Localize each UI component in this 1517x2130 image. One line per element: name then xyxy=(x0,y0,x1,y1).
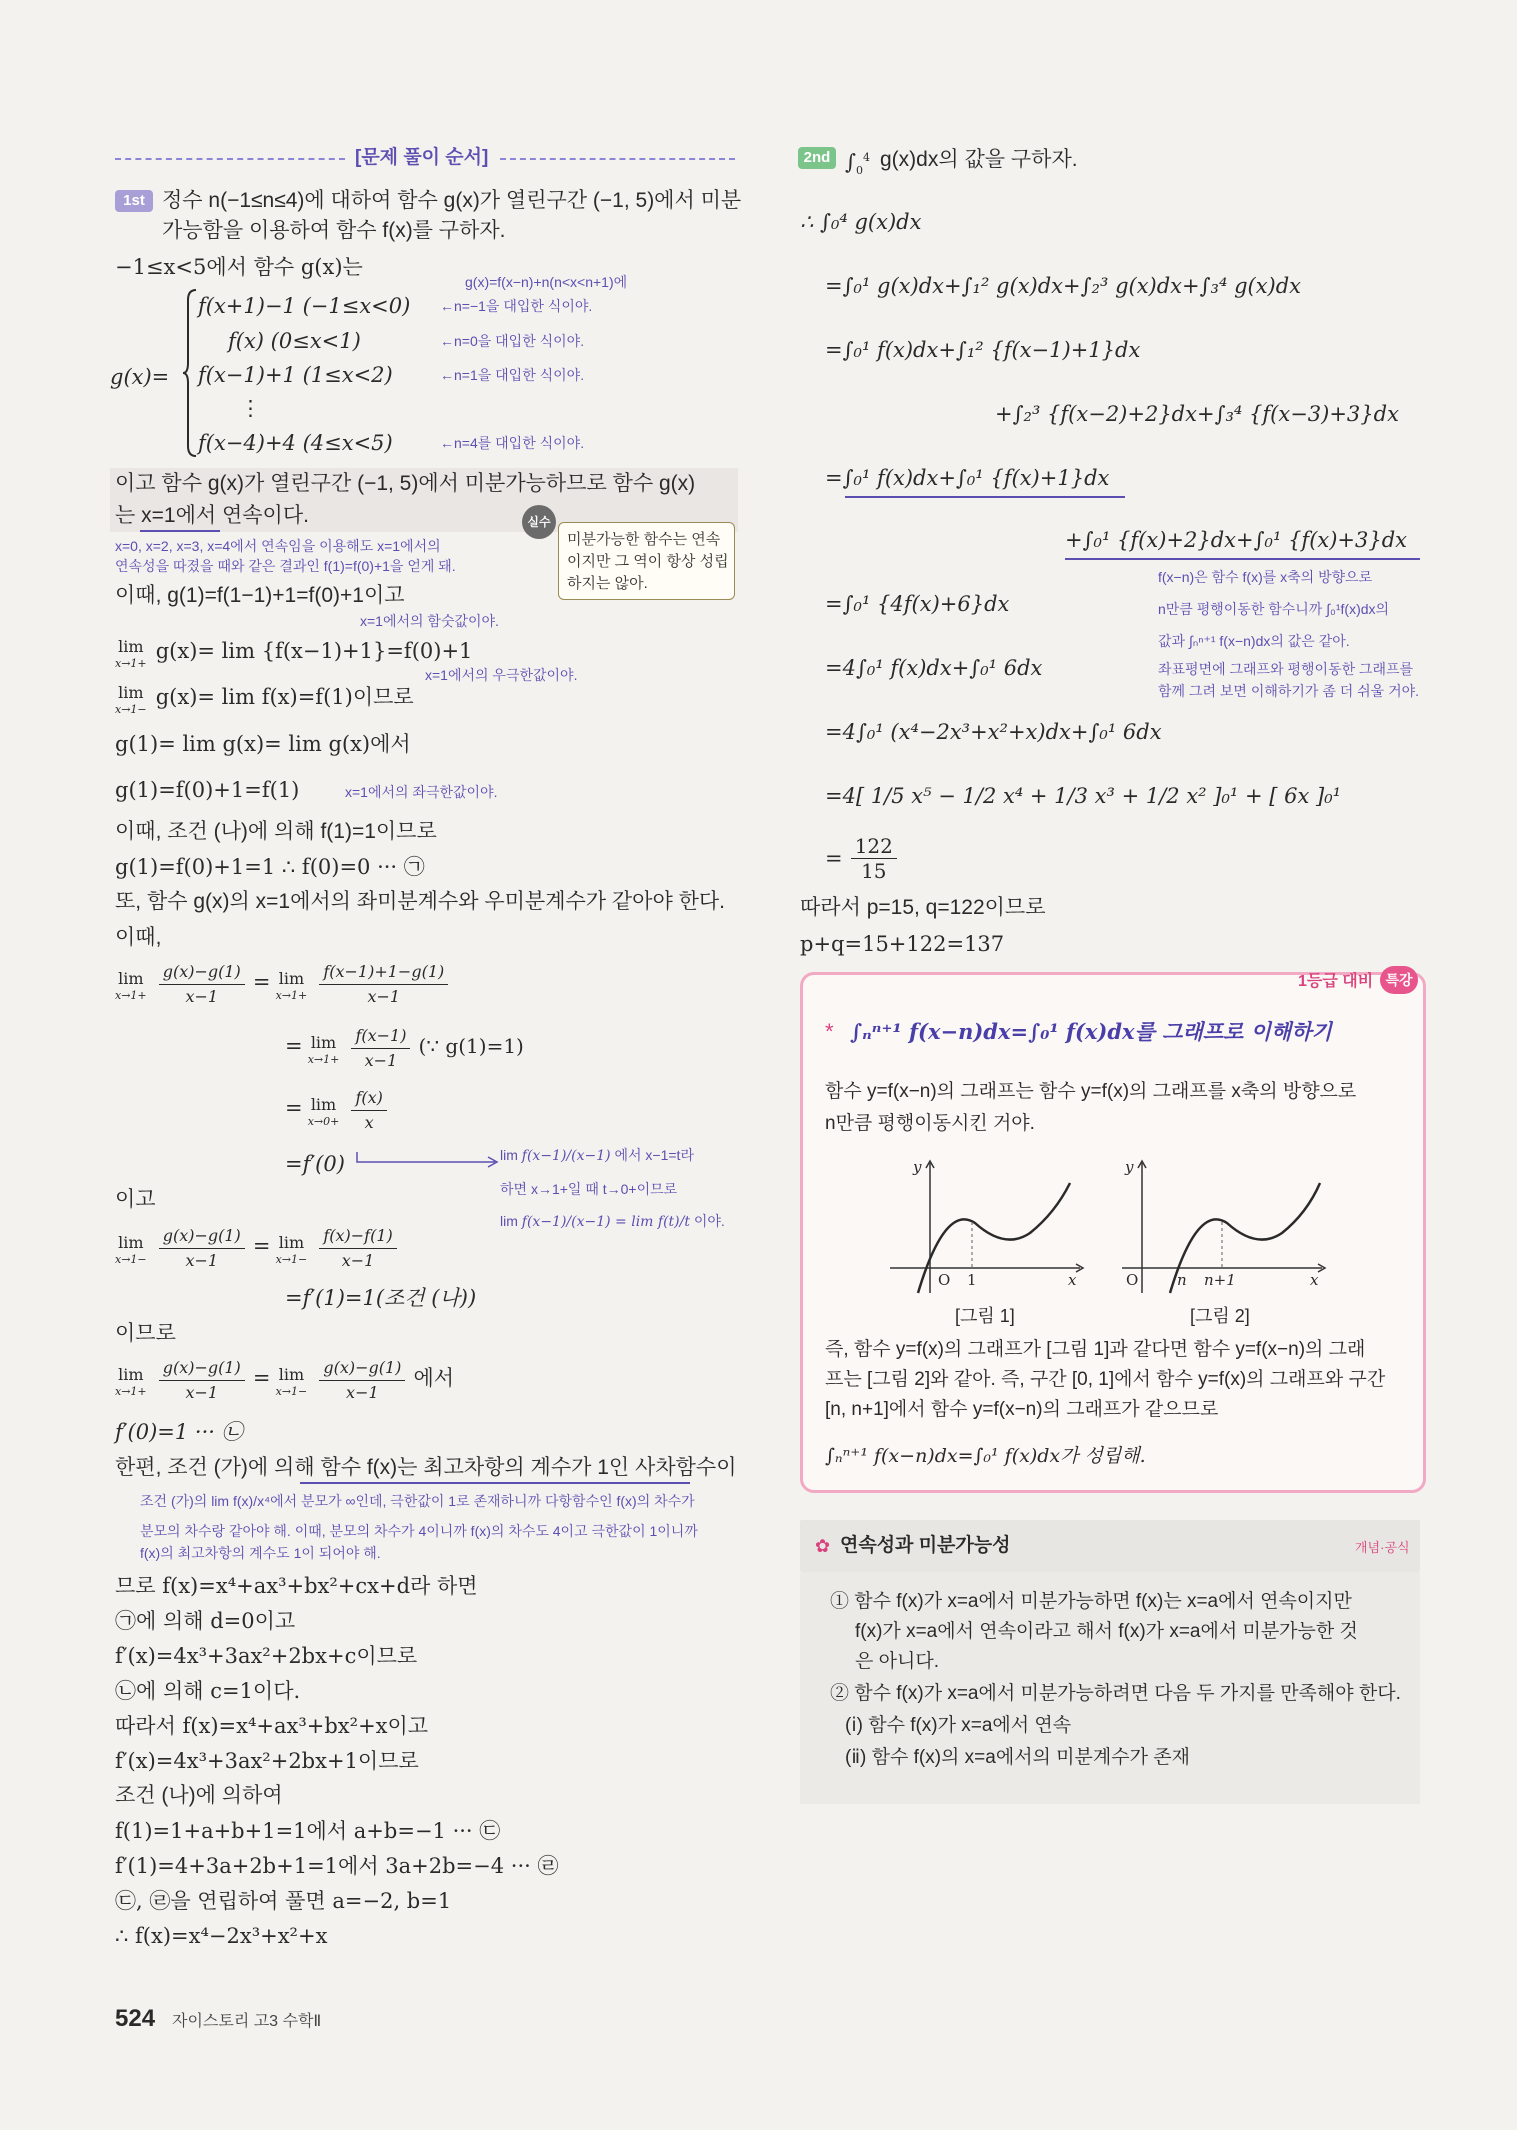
concept-c3: 은 아니다. xyxy=(855,1651,939,1672)
lim-plus-expr: g(x)= lim {f(x−1)+1}=f(0)+1 xyxy=(155,638,473,663)
line-f0: g(1)=f(0)+1=1 ∴ f(0)=0 ··· ㉠ xyxy=(115,855,425,879)
book-title: 자이스토리 고3 수학Ⅱ xyxy=(172,2013,322,2030)
line-imeuro: 이므로 xyxy=(115,1322,176,1345)
note-cont-2: 연속성을 따졌을 때와 같은 결과인 f(1)=f(0)+1을 얻게 돼. xyxy=(115,558,456,574)
rhs3-num: f(x) xyxy=(351,1086,386,1111)
concept-title: 연속성과 미분가능성 xyxy=(840,1535,1011,1556)
line-also: 또, 함수 g(x)의 x=1에서의 좌미분계수와 우미분계수가 같아야 한다. xyxy=(115,890,725,913)
r-line-13: p+q=15+122=137 xyxy=(800,932,1005,956)
underline-r6 xyxy=(1065,558,1420,560)
mistake-badge: 실수 xyxy=(522,505,556,539)
figure-1-caption: [그림 1] xyxy=(955,1306,1015,1326)
special-badge-circle: 특강 xyxy=(1380,966,1418,994)
note-left-limit: x=1에서의 좌극한값이야. xyxy=(345,784,498,800)
line-igo: 이고 xyxy=(115,1188,156,1211)
line-cond2: 조건 (나)에 의하여 xyxy=(115,1784,283,1807)
special-title: ∫ₙⁿ⁺¹ f(x−n)dx=∫₀¹ f(x)dx를 그래프로 이해하기 xyxy=(850,1019,1332,1044)
special-p2: n만큼 평행이동시킨 거야. xyxy=(825,1113,1035,1134)
result-den: 15 xyxy=(861,859,887,883)
line-then: 이때, xyxy=(115,926,162,949)
mistake-text-2: 이지만 그 역이 항상 성립 xyxy=(567,553,729,570)
step2-int: $\int_0^4$ xyxy=(845,150,870,178)
fig2-tick-n1: n+1 xyxy=(1204,1271,1236,1289)
equate-row: lim x→1+ $\frac{g(x)-g(1)}{x-1}$ = lim x→1− $\frac{g(x)-g(1)}{x-1}$ 에서 xyxy=(115,1358,455,1402)
fig1-x-label: x xyxy=(1068,1271,1077,1289)
line-g1-chain: g(1)=f(0)+1=f(1) xyxy=(115,778,300,802)
special-q4: ∫ₙⁿ⁺¹ f(x−n)dx=∫₀¹ f(x)dx가 성립해. xyxy=(825,1445,1146,1467)
step1-line1: 정수 n(−1≤n≤4)에 대하여 함수 g(x)가 열린구간 (−1, 5)에서 미분 xyxy=(162,189,742,212)
cont-line1: 이고 함수 g(x)가 열린구간 (−1, 5)에서 미분가능하므로 함수 g(x) xyxy=(115,472,696,495)
line-fp0: =f′(0) xyxy=(285,1152,345,1176)
piece-5-note: ←n=4를 대입한 식이야. xyxy=(440,435,585,451)
r-line-1: ∴ ∫₀⁴ g(x)dx xyxy=(800,210,922,234)
page-number: 524 xyxy=(115,2005,156,2032)
result-num: 122 xyxy=(851,834,897,859)
line-eq3: f(1)=1+a+b+1=1에서 a+b=−1 ··· ㉢ xyxy=(115,1819,501,1843)
line-fp: f′(x)=4x³+3ax²+2bx+c이므로 xyxy=(115,1644,418,1668)
dashed-rule-left xyxy=(115,158,345,160)
special-q1: 즉, 함수 y=f(x)의 그래프가 [그림 1]과 같다면 함수 y=f(x−n)의 그래 xyxy=(825,1339,1366,1360)
note-sub-row-1: lim f(x−1)/(x−1) 에서 x−1=t라 xyxy=(500,1147,694,1164)
line-final: ∴ f(x)=x⁴−2x³+x²+x xyxy=(115,1924,328,1948)
solution-order-title: [문제 풀이 순서] xyxy=(355,147,489,168)
lim-minus-row: lim x→1− g(x)= lim f(x)=f(1)이므로 xyxy=(115,683,414,716)
piece-3: f(x−1)+1 (1≤x<2) xyxy=(198,363,393,387)
deriv-right-row-2: = lim x→1+ $\frac{f(x-1)}{x-1}$ (∵ g(1)=1) xyxy=(285,1026,524,1070)
r-line-8: =4∫₀¹ f(x)dx+∫₀¹ 6dx xyxy=(825,656,1043,680)
piecewise-label: g(x)= xyxy=(110,365,170,389)
piece-2-note: ←n=0을 대입한 식이야. xyxy=(440,333,585,349)
r-line-4: +∫₂³ {f(x−2)+2}dx+∫₃⁴ {f(x−3)+3}dx xyxy=(995,402,1399,426)
side-note-2: n만큼 평행이동한 함수니까 ∫₀¹f(x)dx의 xyxy=(1158,601,1390,617)
r-line-3: =∫₀¹ f(x)dx+∫₁² {f(x−1)+1}dx xyxy=(825,338,1141,362)
concept-c2: f(x)가 x=a에서 연속이라고 해서 f(x)가 x=a에서 미분가능한 것 xyxy=(855,1621,1358,1642)
special-q3: [n, n+1]에서 함수 y=f(x−n)의 그래프가 같으므로 xyxy=(825,1399,1219,1420)
lhs-num-4: g(x)−g(1) xyxy=(319,1356,405,1381)
fig2-tick-n: n xyxy=(1177,1271,1187,1289)
piece-dots: ⋮ xyxy=(240,396,261,420)
deriv-right-row: lim x→1+ $\frac{g(x)-g(1)}{x-1}$ = lim x→1+ $\frac{f(x-1)+1-g(1)}{x-1}$ xyxy=(115,960,451,1009)
underline-r5 xyxy=(845,496,1125,498)
lhs-num-2: g(x)−g(1) xyxy=(159,1224,245,1249)
r-line-12: 따라서 p=15, q=122이므로 xyxy=(800,896,1046,919)
step-2nd-tag: 2nd xyxy=(798,147,836,169)
line-g1-eq: g(1)= lim g(x)= lim g(x)에서 xyxy=(115,732,411,756)
line-fp2: f′(x)=4x³+3ax²+2bx+1이므로 xyxy=(115,1749,419,1773)
lim-minus-expr: g(x)= lim f(x)=f(1)이므로 xyxy=(155,684,414,709)
piece-2: f(x) (0≤x<1) xyxy=(228,329,361,353)
rhs4-num: f(x)−f(1) xyxy=(319,1224,396,1249)
note-deg-1: 조건 (가)의 lim f(x)/x⁴에서 분모가 ∞인데, 극한값이 1로 존재하니까 다항함수인 f(x)의 차수가 xyxy=(140,1493,695,1509)
line-fp0-eq: f′(0)=1 ··· ㉡ xyxy=(115,1420,243,1444)
lhs-num-3: g(x)−g(1) xyxy=(159,1356,245,1381)
piece-1-note: ←n=−1을 대입한 식이야. xyxy=(440,298,593,314)
piece-5: f(x−4)+4 (4≤x<5) xyxy=(198,431,393,455)
eseo-text: 에서 xyxy=(413,1367,455,1390)
r-line-9: =4∫₀¹ (x⁴−2x³+x²+x)dx+∫₀¹ 6dx xyxy=(825,720,1162,744)
fig1-y-label: y xyxy=(913,1158,922,1176)
step2-text: g(x)dx의 값을 구하자. xyxy=(880,148,1078,171)
piece-1: f(x+1)−1 (−1≤x<0) xyxy=(198,294,411,318)
intro-line: −1≤x<5에서 함수 g(x)는 xyxy=(115,255,363,279)
fig1-origin: O xyxy=(938,1271,951,1289)
r-line-11: = $\frac{122}{15}$ xyxy=(825,834,900,883)
line-d: ㉠에 의해 d=0이고 xyxy=(115,1609,296,1633)
note-func-value: x=1에서의 함숫값이야. xyxy=(360,613,499,629)
mistake-text-3: 하지는 않아. xyxy=(567,575,648,592)
note-substitute: g(x)=f(x−n)+n(n<x<n+1)에 xyxy=(465,274,628,290)
side-note-1: f(x−n)은 함수 f(x)를 x축의 방향으로 xyxy=(1158,569,1373,585)
special-p1: 함수 y=f(x−n)의 그래프는 함수 y=f(x)의 그래프를 x축의 방향으로 xyxy=(825,1081,1357,1102)
note-sub-text-1: 에서 x−1=t라 xyxy=(614,1147,694,1163)
step-1st-tag: 1st xyxy=(115,190,153,212)
figure-1-graph xyxy=(880,1158,1090,1298)
fig2-origin: O xyxy=(1126,1271,1139,1289)
note-cont-1: x=0, x=2, x=3, x=4에서 연속임을 이용해도 x=1에서의 xyxy=(115,538,441,554)
cont-line2: 는 x=1에서 연속이다. xyxy=(115,504,309,527)
lim-plus-row: lim x→1+ g(x)= lim {f(x−1)+1}=f(0)+1 xyxy=(115,637,473,670)
underline-quartic xyxy=(300,1482,690,1484)
line-cond: 이때, 조건 (나)에 의해 f(1)=1이므로 xyxy=(115,820,437,843)
concept-c4: ② 함수 f(x)가 x=a에서 미분가능하려면 다음 두 가지를 만족해야 한다. xyxy=(830,1683,1401,1704)
fig1-tick-1: 1 xyxy=(967,1271,977,1289)
note-sub-text-3: 이야. xyxy=(693,1213,725,1229)
asterisk-icon: * xyxy=(825,1019,834,1044)
side-note-4: 좌표평면에 그래프와 평행이동한 그래프를 xyxy=(1158,661,1414,677)
note-deg-3: f(x)의 최고차항의 계수도 1이 되어야 해. xyxy=(140,1545,381,1561)
line-c: ㉡에 의해 c=1이다. xyxy=(115,1679,301,1703)
because-g1: (∵ g(1)=1) xyxy=(418,1034,524,1058)
line-g1: 이때, g(1)=f(1−1)+1=f(0)+1이고 xyxy=(115,584,405,607)
r-line-5: =∫₀¹ f(x)dx+∫₀¹ {f(x)+1}dx xyxy=(825,466,1110,490)
side-note-5: 함께 그려 보면 이해하기가 좀 더 쉬울 거야. xyxy=(1158,683,1420,699)
special-badge: 1등급 대비 xyxy=(1298,973,1374,990)
concept-c1: ① 함수 f(x)가 x=a에서 미분가능하면 f(x)는 x=a에서 연속이지만 xyxy=(830,1591,1352,1612)
note-deg-2: 분모의 차수랑 같아야 해. 이때, 분모의 차수가 4이니까 f(x)의 차수도 4이고 극한값이 1이니까 xyxy=(140,1523,698,1539)
r-line-6: +∫₀¹ {f(x)+2}dx+∫₀¹ {f(x)+3}dx xyxy=(1065,528,1408,552)
note-right-limit: x=1에서의 우극한값이야. xyxy=(425,667,578,683)
line-let: 므로 f(x)=x⁴+ax³+bx²+cx+d라 하면 xyxy=(115,1574,478,1598)
r-line-2: =∫₀¹ g(x)dx+∫₁² g(x)dx+∫₂³ g(x)dx+∫₃⁴ g(x)dx xyxy=(825,274,1302,298)
concept-c5: (ⅰ) 함수 f(x)가 x=a에서 연속 xyxy=(845,1715,1072,1736)
deriv-left-row: lim x→1− $\frac{g(x)-g(1)}{x-1}$ = lim x→1− $\frac{f(x)-f(1)}{x-1}$ xyxy=(115,1224,400,1273)
rhs1-num: f(x−1)+1−g(1) xyxy=(319,960,448,985)
line-fp1: =f′(1)=1(조건 (나)) xyxy=(285,1286,477,1310)
concept-tag: 개념·공식 xyxy=(1355,1540,1410,1555)
lhs-num-1: g(x)−g(1) xyxy=(159,960,245,985)
line-meanwhile: 한편, 조건 (가)에 의해 함수 f(x)는 최고차항의 계수가 1인 사차함수이 xyxy=(115,1456,737,1479)
mistake-text-1: 미분가능한 함수는 연속 xyxy=(567,531,721,548)
mistake-box xyxy=(558,522,735,600)
underline-x1 xyxy=(140,530,220,532)
fig2-x-label: x xyxy=(1310,1271,1319,1289)
note-sub-row-3: lim f(x−1)/(x−1) = lim f(t)/t 이야. xyxy=(500,1213,725,1230)
line-so: 따라서 f(x)=x⁴+ax³+bx²+x이고 xyxy=(115,1714,429,1738)
arrow-connector xyxy=(355,1150,500,1170)
deriv-right-row-3: = lim x→0+ $\frac{f(x)}{x}$ xyxy=(285,1086,390,1135)
line-eq4: f′(1)=4+3a+2b+1=1에서 3a+2b=−4 ··· ㉣ xyxy=(115,1854,559,1878)
dashed-rule-right xyxy=(500,158,735,160)
concept-c6: (ⅱ) 함수 f(x)의 x=a에서의 미분계수가 존재 xyxy=(845,1747,1190,1768)
step1-line2: 가능함을 이용하여 함수 f(x)를 구하자. xyxy=(162,219,506,242)
figure-2-caption: [그림 2] xyxy=(1190,1306,1250,1326)
note-sub-text-2: 하면 x→1+일 때 t→0+이므로 xyxy=(500,1181,678,1197)
piece-3-note: ←n=1을 대입한 식이야. xyxy=(440,367,585,383)
side-note-3: 값과 ∫ₙⁿ⁺¹ f(x−n)dx의 값은 같아. xyxy=(1158,633,1350,649)
r-line-7: =∫₀¹ {4f(x)+6}dx xyxy=(825,592,1010,616)
line-solve: ㉢, ㉣을 연립하여 풀면 a=−2, b=1 xyxy=(115,1889,452,1913)
flower-icon: ✿ xyxy=(815,1536,831,1556)
special-q2: 프는 [그림 2]와 같아. 즉, 구간 [0, 1]에서 함수 y=f(x)의 그래프와 구간 xyxy=(825,1369,1386,1390)
rhs2-num: f(x−1) xyxy=(351,1024,410,1049)
fig2-y-label: y xyxy=(1125,1158,1134,1176)
r-line-10: =4[ 1/5 x⁵ − 1/2 x⁴ + 1/3 x³ + 1/2 x² ]₀¹ + [ 6x ]₀¹ xyxy=(825,784,1342,808)
figure-2-graph xyxy=(1112,1158,1332,1298)
